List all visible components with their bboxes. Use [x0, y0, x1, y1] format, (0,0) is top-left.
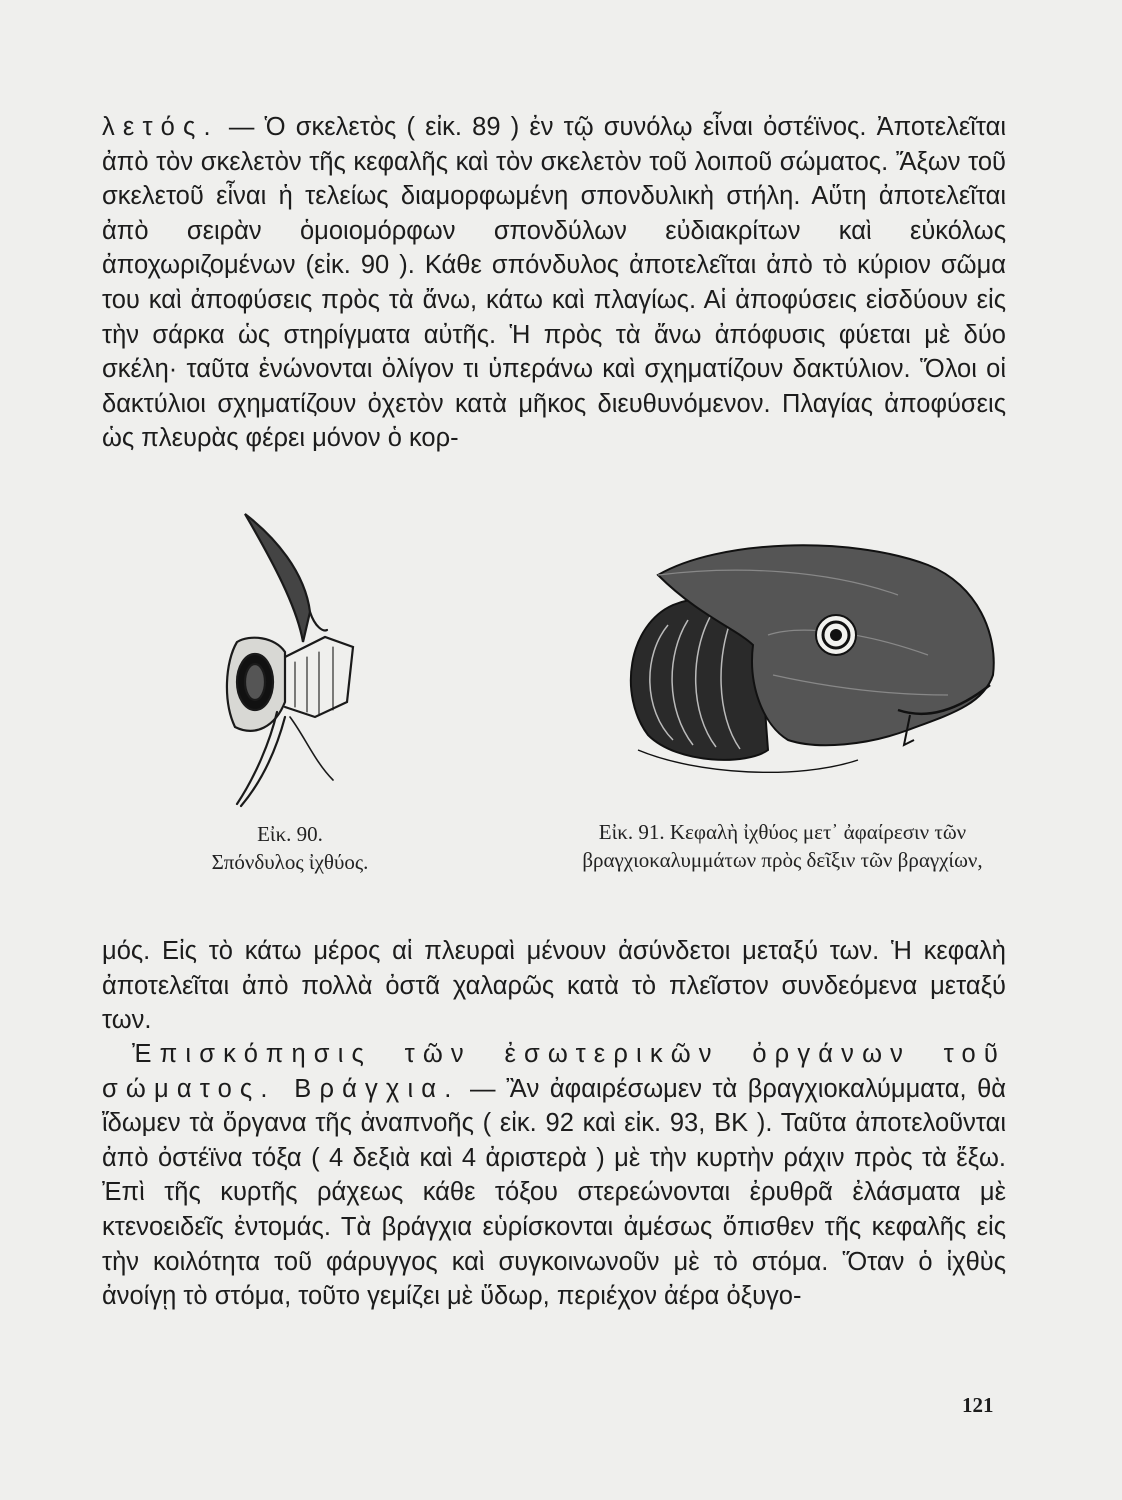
vertebra-illustration	[215, 512, 365, 812]
paragraph-internal-organs-text: — Ἂν ἀφαιρέσωμεν τὰ βραγχιοκαλύμματα, θὰ ἴδωμεν τὰ ὄργανα τῆς ἀναπνοῆς ( εἰκ. 92 καὶ εἰκ. 93, ΒΚ ). Ταῦτα ἀποτελοῦνται ἀπὸ ὀστέϊνα τόξα ( 4 δεξιὰ καὶ 4 ἀριστερὰ ) μὲ τὴν κυρτὴν ράχιν πρὸς τὰ ἔξω. Ἐπὶ τῆς κυρτῆς ράχεως κάθε τόξου στερεώνονται ἐρυθρᾶ ἐλάσματα μὲ κτενοειδεῖς ἐντομάς. Τὰ βράγχια εὑρίσκονται ἀμέσως ὄπισθεν τῆς κεφαλῆς εἰς τὴν κοιλότητα τοῦ φάρυγγος καὶ συγκοινωνοῦν μὲ τὸ στόμα. Ὅταν ὁ ἰχθὺς ἀνοίγῃ τὸ στόμα, τοῦτο γεμίζει μὲ ὕδωρ, περιέχον ἀέρα ὀξυγο-	[102, 1074, 1006, 1311]
figure-91-text: Κεφαλὴ ἰχθύος μετ᾽ ἀφαίρεσιν τῶν βραγχιοκαλυμμάτων πρὸς δεῖξιν τῶν βραγχίων,	[582, 820, 983, 872]
paragraph-skeleton-text: — Ὁ σκελετὸς ( εἰκ. 89 ) ἐν τῷ συνόλῳ εἶναι ὀστέϊνος. Ἀποτελεῖται ἀπὸ τὸν σκελετὸν τῆς κεφαλῆς καὶ τὸν σκελετὸν τοῦ λοιποῦ σώματος. Ἄξων τοῦ σκελετοῦ εἶναι ἡ τελείως διαμορφωμένη σπονδυλικὴ στήλη. Αὕτη ἀποτελεῖται ἀπὸ σειρὰν ὁμοιομόρφων σπονδύλων εὐδιακρίτων καὶ εὐκόλως ἀποχωριζομένων (εἰκ. 90 ). Κάθε σπόνδυλος ἀποτελεῖται ἀπὸ τὸ κύριον σῶμα του καὶ ἀποφύσεις πρὸς τὰ ἄνω, κάτω καὶ πλαγίως. Αἱ ἀποφύσεις εἰσδύουν εἰς τὴν σάρκα ὡς στηρίγματα αὐτῆς. Ἡ πρὸς τὰ ἄνω ἀπόφυσις φύεται μὲ δύο σκέλη· ταῦτα ἑνώνονται ὀλίγον τι ὑπεράνω καὶ σχηματίζουν δακτύλιον. Ὅλοι οἱ δακτύλιοι σχηματίζουν ὀχετὸν κατὰ μῆκος διευθυνόμενον. Πλαγίας ἀποφύσεις ὡς πλευρὰς φέρει μόνον ὁ κορ-	[102, 113, 1006, 453]
figure-90-number: Εἰκ. 90.	[257, 822, 323, 846]
section-heading: Ἐπισκόπησις τῶν ἐσωτερικῶν ὀργάνων τοῦ σώματος. Βράγχια.	[102, 1040, 1006, 1103]
section-lead-word: λετός.	[102, 113, 219, 141]
page-number: 121	[962, 1393, 994, 1417]
fish-head-illustration	[598, 535, 998, 780]
paragraph-internal-organs	[102, 1037, 1006, 1314]
figure-91-number: Εἰκ. 91.	[598, 820, 665, 844]
figure-90-caption	[140, 820, 440, 876]
paragraph-skeleton	[102, 110, 1006, 456]
figure-90-text: Σπόνδυλος ἰχθύος.	[211, 850, 369, 874]
figure-91-caption	[560, 818, 1005, 874]
paragraph-ribs: μός. Εἰς τὸ κάτω μέρος αἱ πλευραὶ μένουν ἀσύνδετοι μεταξύ των. Ἡ κεφαλὴ ἀποτελεῖται ἀπὸ πολλὰ ὀστᾶ χαλαρῶς κατὰ τὸ πλεῖστον συνδεόμενα μεταξύ των.	[102, 937, 1006, 1035]
